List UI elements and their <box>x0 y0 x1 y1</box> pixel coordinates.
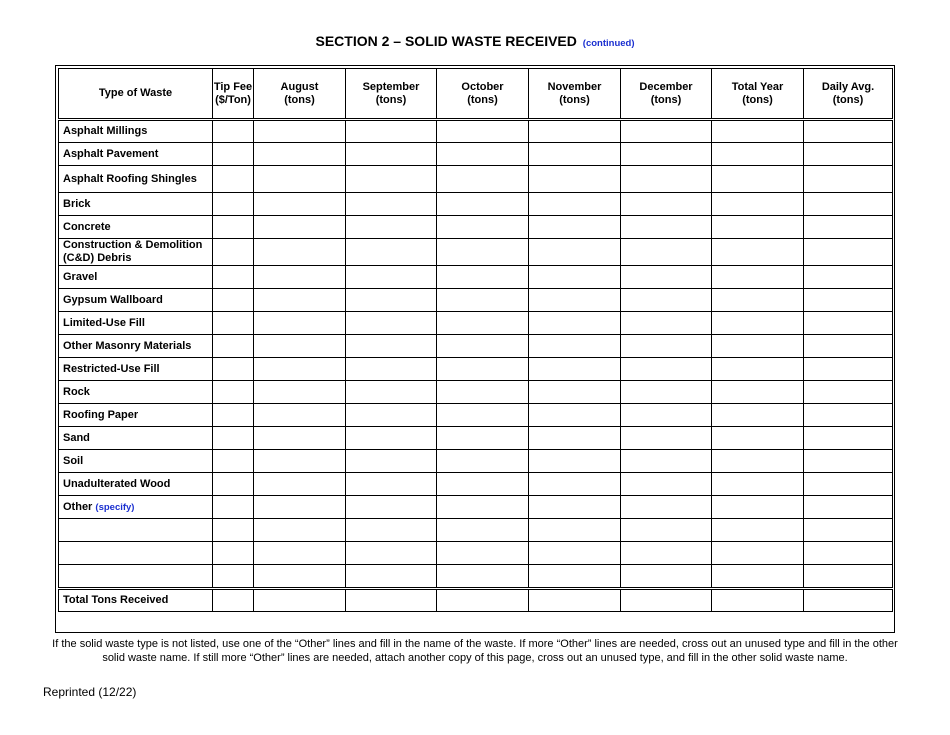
row-9-december-cell[interactable] <box>621 335 712 358</box>
table-row <box>59 239 893 266</box>
waste-type-label <box>59 427 213 450</box>
row-5-tip-fee-cell[interactable] <box>213 239 254 266</box>
row-13-october-cell[interactable] <box>437 427 529 450</box>
instructions-note: If the solid waste type is not listed, use one of the “Other” lines and fill in the name of the waste. If more “Other” lines are needed, cross out an unused type and fill in the other solid waste name. If still more “Other” lines are needed, attach another copy of this page, cross out an unused type, and fill in the other solid waste name. <box>52 638 898 664</box>
waste-type-text: Gypsum Wallboard <box>63 293 163 306</box>
blank-other-row <box>59 565 893 589</box>
row-15-october-cell[interactable] <box>437 473 529 496</box>
waste-type-label <box>59 143 213 166</box>
waste-type-label <box>59 358 213 381</box>
table-row <box>59 120 893 143</box>
row-5-daily-avg-cell[interactable] <box>804 239 893 266</box>
table-row <box>59 381 893 404</box>
reprint-date: Reprinted (12/22) <box>43 685 137 699</box>
total-november-cell[interactable] <box>529 589 621 612</box>
header-august: August (tons) <box>254 69 346 120</box>
row-11-daily-avg-cell[interactable] <box>804 381 893 404</box>
row-9-august-cell[interactable] <box>254 335 346 358</box>
total-label: Total Tons Received <box>59 589 213 612</box>
table-row <box>59 427 893 450</box>
row-16-august-cell[interactable] <box>254 496 346 519</box>
waste-type-text: Concrete <box>63 220 111 233</box>
row-0-september-cell[interactable] <box>346 120 437 143</box>
row-5-september-cell[interactable] <box>346 239 437 266</box>
row-12-tip-fee-cell[interactable] <box>213 404 254 427</box>
row-15-november-cell[interactable] <box>529 473 621 496</box>
waste-type-label <box>59 404 213 427</box>
header-tip-fee: Tip Fee ($/Ton) <box>213 69 254 120</box>
blank-2-september-cell[interactable] <box>346 565 437 589</box>
waste-type-label <box>59 216 213 239</box>
row-0-daily-avg-cell[interactable] <box>804 120 893 143</box>
row-14-total-year-cell[interactable] <box>712 450 804 473</box>
blank-2-october-cell[interactable] <box>437 565 529 589</box>
row-12-total-year-cell[interactable] <box>712 404 804 427</box>
blank-0-december-cell[interactable] <box>621 519 712 542</box>
table-row <box>59 166 893 193</box>
table-row <box>59 289 893 312</box>
table-row <box>59 193 893 216</box>
total-tip-fee-cell[interactable] <box>213 589 254 612</box>
row-14-december-cell[interactable] <box>621 450 712 473</box>
waste-type-text: Gravel <box>63 270 98 283</box>
row-11-total-year-cell[interactable] <box>712 381 804 404</box>
row-10-tip-fee-cell[interactable] <box>213 358 254 381</box>
row-4-daily-avg-cell[interactable] <box>804 216 893 239</box>
table-row <box>59 216 893 239</box>
waste-type-text: Asphalt Pavement <box>63 147 159 160</box>
row-4-august-cell[interactable] <box>254 216 346 239</box>
other-name-cell[interactable] <box>59 542 213 565</box>
row-13-november-cell[interactable] <box>529 427 621 450</box>
row-16-november-cell[interactable] <box>529 496 621 519</box>
waste-type-label <box>59 335 213 358</box>
blank-other-row <box>59 519 893 542</box>
row-16-october-cell[interactable] <box>437 496 529 519</box>
row-3-total-year-cell[interactable] <box>712 193 804 216</box>
total-december-cell[interactable] <box>621 589 712 612</box>
row-7-daily-avg-cell[interactable] <box>804 289 893 312</box>
total-september-cell[interactable] <box>346 589 437 612</box>
row-15-tip-fee-cell[interactable] <box>213 473 254 496</box>
blank-0-daily-avg-cell[interactable] <box>804 519 893 542</box>
row-12-december-cell[interactable] <box>621 404 712 427</box>
waste-type-label <box>59 312 213 335</box>
waste-type-text: Asphalt Roofing Shingles <box>63 172 197 185</box>
row-3-october-cell[interactable] <box>437 193 529 216</box>
blank-0-total-year-cell[interactable] <box>712 519 804 542</box>
blank-2-november-cell[interactable] <box>529 565 621 589</box>
row-7-october-cell[interactable] <box>437 289 529 312</box>
row-7-november-cell[interactable] <box>529 289 621 312</box>
waste-type-text: Sand <box>63 431 90 444</box>
row-14-august-cell[interactable] <box>254 450 346 473</box>
row-9-tip-fee-cell[interactable] <box>213 335 254 358</box>
row-2-total-year-cell[interactable] <box>712 166 804 193</box>
row-0-october-cell[interactable] <box>437 120 529 143</box>
row-12-daily-avg-cell[interactable] <box>804 404 893 427</box>
blank-0-september-cell[interactable] <box>346 519 437 542</box>
row-14-daily-avg-cell[interactable] <box>804 450 893 473</box>
header-type-of-waste: Type of Waste <box>59 69 213 120</box>
row-13-december-cell[interactable] <box>621 427 712 450</box>
row-3-november-cell[interactable] <box>529 193 621 216</box>
row-9-total-year-cell[interactable] <box>712 335 804 358</box>
row-13-august-cell[interactable] <box>254 427 346 450</box>
blank-0-august-cell[interactable] <box>254 519 346 542</box>
waste-type-text: Unadulterated Wood <box>63 477 171 490</box>
table-row <box>59 404 893 427</box>
row-16-tip-fee-cell[interactable] <box>213 496 254 519</box>
row-2-september-cell[interactable] <box>346 166 437 193</box>
row-8-october-cell[interactable] <box>437 312 529 335</box>
row-2-november-cell[interactable] <box>529 166 621 193</box>
blank-0-november-cell[interactable] <box>529 519 621 542</box>
row-15-august-cell[interactable] <box>254 473 346 496</box>
row-2-december-cell[interactable] <box>621 166 712 193</box>
row-1-total-year-cell[interactable] <box>712 143 804 166</box>
blank-2-total-year-cell[interactable] <box>712 565 804 589</box>
blank-1-november-cell[interactable] <box>529 542 621 565</box>
row-13-tip-fee-cell[interactable] <box>213 427 254 450</box>
blank-1-december-cell[interactable] <box>621 542 712 565</box>
row-13-daily-avg-cell[interactable] <box>804 427 893 450</box>
row-2-august-cell[interactable] <box>254 166 346 193</box>
row-6-total-year-cell[interactable] <box>712 266 804 289</box>
row-15-december-cell[interactable] <box>621 473 712 496</box>
row-11-october-cell[interactable] <box>437 381 529 404</box>
waste-type-label <box>59 496 213 519</box>
table-row <box>59 266 893 289</box>
waste-type-text: Limited-Use Fill <box>63 316 145 329</box>
row-3-september-cell[interactable] <box>346 193 437 216</box>
waste-type-label <box>59 239 213 266</box>
row-12-october-cell[interactable] <box>437 404 529 427</box>
blank-2-december-cell[interactable] <box>621 565 712 589</box>
page-title <box>0 33 950 49</box>
row-7-september-cell[interactable] <box>346 289 437 312</box>
row-10-total-year-cell[interactable] <box>712 358 804 381</box>
total-october-cell[interactable] <box>437 589 529 612</box>
row-5-august-cell[interactable] <box>254 239 346 266</box>
header-november: November (tons) <box>529 69 621 120</box>
row-10-december-cell[interactable] <box>621 358 712 381</box>
row-16-december-cell[interactable] <box>621 496 712 519</box>
blank-1-daily-avg-cell[interactable] <box>804 542 893 565</box>
waste-type-text: Construction & Demolition (C&D) Debris <box>63 239 203 264</box>
row-1-november-cell[interactable] <box>529 143 621 166</box>
row-8-daily-avg-cell[interactable] <box>804 312 893 335</box>
row-5-december-cell[interactable] <box>621 239 712 266</box>
blank-other-row <box>59 542 893 565</box>
row-8-december-cell[interactable] <box>621 312 712 335</box>
row-1-december-cell[interactable] <box>621 143 712 166</box>
total-total-year-cell[interactable] <box>712 589 804 612</box>
row-8-tip-fee-cell[interactable] <box>213 312 254 335</box>
row-5-october-cell[interactable] <box>437 239 529 266</box>
blank-1-september-cell[interactable] <box>346 542 437 565</box>
waste-type-text: Asphalt Millings <box>63 125 148 137</box>
blank-0-october-cell[interactable] <box>437 519 529 542</box>
total-daily-avg-cell[interactable] <box>804 589 893 612</box>
row-1-tip-fee-cell[interactable] <box>213 143 254 166</box>
row-4-october-cell[interactable] <box>437 216 529 239</box>
row-14-november-cell[interactable] <box>529 450 621 473</box>
row-10-september-cell[interactable] <box>346 358 437 381</box>
waste-type-label <box>59 289 213 312</box>
table-row <box>59 335 893 358</box>
row-6-october-cell[interactable] <box>437 266 529 289</box>
waste-type-label <box>59 450 213 473</box>
row-6-tip-fee-cell[interactable] <box>213 266 254 289</box>
table-body <box>59 120 893 612</box>
row-10-october-cell[interactable] <box>437 358 529 381</box>
row-10-august-cell[interactable] <box>254 358 346 381</box>
blank-2-august-cell[interactable] <box>254 565 346 589</box>
waste-type-text: Other Masonry Materials <box>63 339 192 352</box>
specify-hint: (specify) <box>95 501 135 513</box>
row-8-total-year-cell[interactable] <box>712 312 804 335</box>
row-13-september-cell[interactable] <box>346 427 437 450</box>
row-14-september-cell[interactable] <box>346 450 437 473</box>
waste-type-text: Other <box>63 500 93 513</box>
row-0-august-cell[interactable] <box>254 120 346 143</box>
blank-2-tip-fee-cell[interactable] <box>213 565 254 589</box>
row-3-august-cell[interactable] <box>254 193 346 216</box>
waste-type-label <box>59 120 213 143</box>
row-4-tip-fee-cell[interactable] <box>213 216 254 239</box>
row-9-october-cell[interactable] <box>437 335 529 358</box>
blank-1-august-cell[interactable] <box>254 542 346 565</box>
row-12-august-cell[interactable] <box>254 404 346 427</box>
other-name-cell[interactable] <box>59 565 213 589</box>
row-11-september-cell[interactable] <box>346 381 437 404</box>
row-8-november-cell[interactable] <box>529 312 621 335</box>
row-15-september-cell[interactable] <box>346 473 437 496</box>
row-2-tip-fee-cell[interactable] <box>213 166 254 193</box>
section-title: SECTION 2 – SOLID WASTE RECEIVED <box>315 33 577 49</box>
row-7-december-cell[interactable] <box>621 289 712 312</box>
table-row <box>59 450 893 473</box>
table-row <box>59 143 893 166</box>
row-11-december-cell[interactable] <box>621 381 712 404</box>
total-august-cell[interactable] <box>254 589 346 612</box>
table-row <box>59 312 893 335</box>
waste-type-label <box>59 193 213 216</box>
row-0-total-year-cell[interactable] <box>712 120 804 143</box>
table-row <box>59 496 893 519</box>
row-4-november-cell[interactable] <box>529 216 621 239</box>
row-1-august-cell[interactable] <box>254 143 346 166</box>
row-7-tip-fee-cell[interactable] <box>213 289 254 312</box>
row-8-september-cell[interactable] <box>346 312 437 335</box>
waste-type-label <box>59 381 213 404</box>
header-total-year: Total Year (tons) <box>712 69 804 120</box>
row-1-daily-avg-cell[interactable] <box>804 143 893 166</box>
other-name-cell[interactable] <box>59 519 213 542</box>
row-3-december-cell[interactable] <box>621 193 712 216</box>
blank-2-daily-avg-cell[interactable] <box>804 565 893 589</box>
blank-0-tip-fee-cell[interactable] <box>213 519 254 542</box>
row-4-september-cell[interactable] <box>346 216 437 239</box>
row-15-daily-avg-cell[interactable] <box>804 473 893 496</box>
row-4-total-year-cell[interactable] <box>712 216 804 239</box>
table-row <box>59 358 893 381</box>
row-0-december-cell[interactable] <box>621 120 712 143</box>
row-0-tip-fee-cell[interactable] <box>213 120 254 143</box>
row-12-september-cell[interactable] <box>346 404 437 427</box>
total-row <box>59 589 893 612</box>
row-7-august-cell[interactable] <box>254 289 346 312</box>
row-14-october-cell[interactable] <box>437 450 529 473</box>
row-15-total-year-cell[interactable] <box>712 473 804 496</box>
row-7-total-year-cell[interactable] <box>712 289 804 312</box>
row-11-august-cell[interactable] <box>254 381 346 404</box>
row-2-daily-avg-cell[interactable] <box>804 166 893 193</box>
row-4-december-cell[interactable] <box>621 216 712 239</box>
blank-1-tip-fee-cell[interactable] <box>213 542 254 565</box>
row-16-september-cell[interactable] <box>346 496 437 519</box>
blank-1-total-year-cell[interactable] <box>712 542 804 565</box>
row-9-daily-avg-cell[interactable] <box>804 335 893 358</box>
row-1-september-cell[interactable] <box>346 143 437 166</box>
header-december: December (tons) <box>621 69 712 120</box>
waste-type-text: Soil <box>63 454 84 467</box>
row-16-total-year-cell[interactable] <box>712 496 804 519</box>
row-3-tip-fee-cell[interactable] <box>213 193 254 216</box>
row-16-daily-avg-cell[interactable] <box>804 496 893 519</box>
waste-type-label <box>59 473 213 496</box>
header-row <box>59 69 893 120</box>
header-october: October (tons) <box>437 69 529 120</box>
table-row <box>59 473 893 496</box>
waste-type-label <box>59 166 213 193</box>
blank-1-october-cell[interactable] <box>437 542 529 565</box>
row-2-october-cell[interactable] <box>437 166 529 193</box>
row-10-daily-avg-cell[interactable] <box>804 358 893 381</box>
row-8-august-cell[interactable] <box>254 312 346 335</box>
row-10-november-cell[interactable] <box>529 358 621 381</box>
row-6-august-cell[interactable] <box>254 266 346 289</box>
waste-type-text: Roofing Paper <box>63 408 139 421</box>
row-13-total-year-cell[interactable] <box>712 427 804 450</box>
row-6-daily-avg-cell[interactable] <box>804 266 893 289</box>
waste-type-text: Rock <box>63 385 90 398</box>
row-12-november-cell[interactable] <box>529 404 621 427</box>
row-1-october-cell[interactable] <box>437 143 529 166</box>
row-14-tip-fee-cell[interactable] <box>213 450 254 473</box>
row-11-november-cell[interactable] <box>529 381 621 404</box>
row-6-december-cell[interactable] <box>621 266 712 289</box>
header-daily-avg: Daily Avg. (tons) <box>804 69 893 120</box>
continued-label: (continued) <box>582 38 635 49</box>
row-6-september-cell[interactable] <box>346 266 437 289</box>
row-0-november-cell[interactable] <box>529 120 621 143</box>
row-3-daily-avg-cell[interactable] <box>804 193 893 216</box>
row-5-total-year-cell[interactable] <box>712 239 804 266</box>
row-5-november-cell[interactable] <box>529 239 621 266</box>
waste-type-text: Restricted-Use Fill <box>63 362 160 375</box>
solid-waste-table <box>58 68 893 612</box>
row-6-november-cell[interactable] <box>529 266 621 289</box>
waste-type-label <box>59 266 213 289</box>
row-9-september-cell[interactable] <box>346 335 437 358</box>
header-september: September (tons) <box>346 69 437 120</box>
row-11-tip-fee-cell[interactable] <box>213 381 254 404</box>
row-9-november-cell[interactable] <box>529 335 621 358</box>
waste-type-text: Brick <box>63 197 91 210</box>
